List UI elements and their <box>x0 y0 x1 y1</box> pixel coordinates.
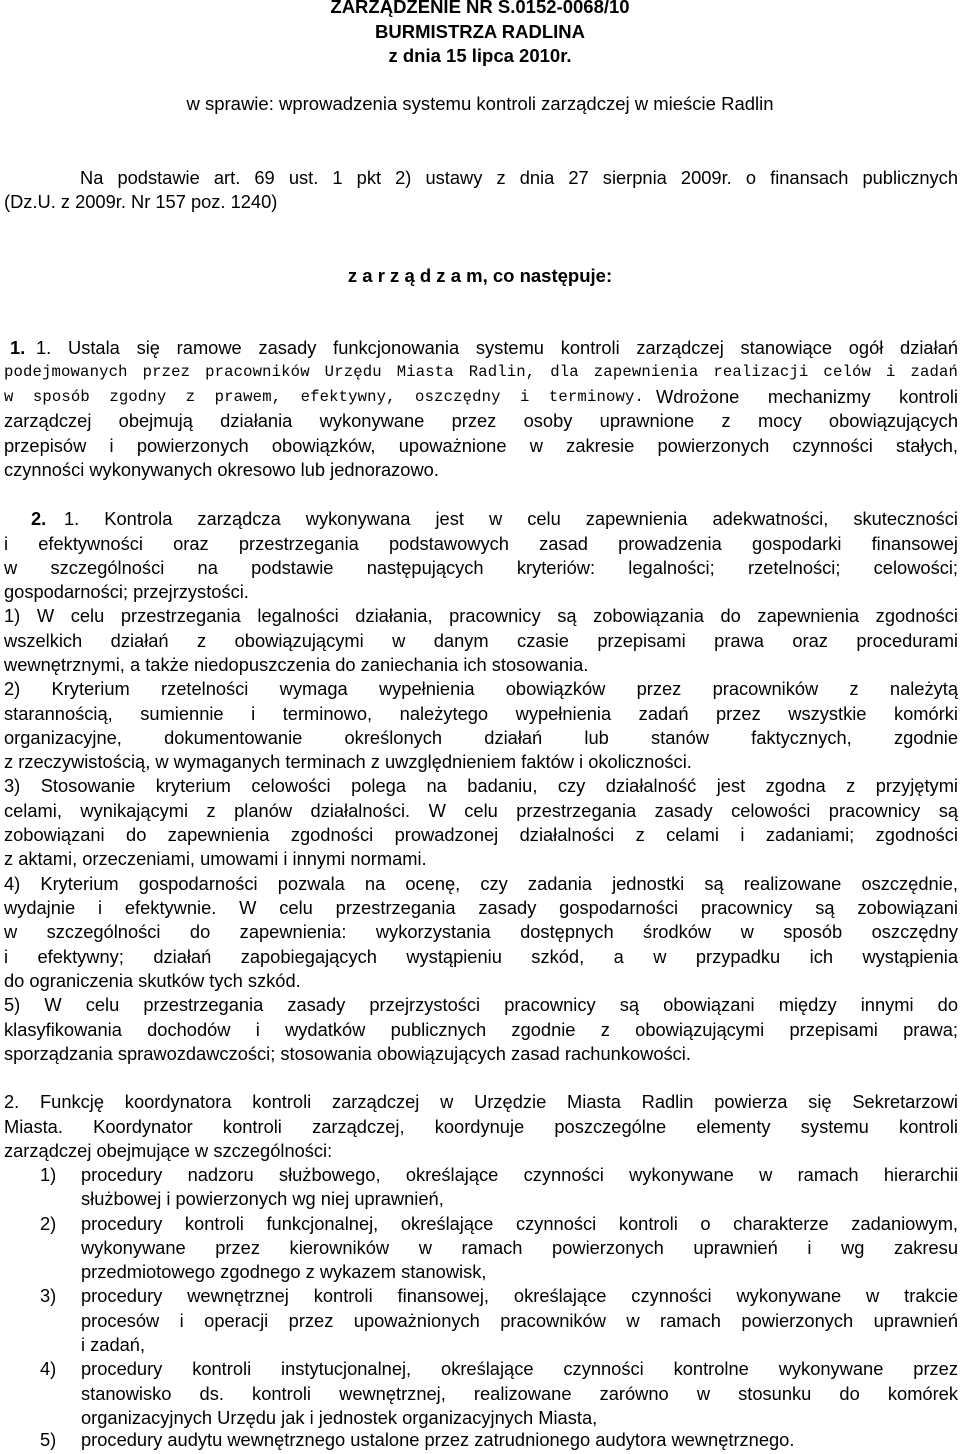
section-2-line: klasyfikowania dochodów i wydatków publicznych zgodnie z obowiązującymi przepisami prawa; <box>4 1019 958 1040</box>
list-item-line: procesów i operacji przez upoważnionych pracowników w ramach powierzonych uprawnień <box>81 1310 958 1331</box>
list-item-number: 2) <box>40 1213 57 1234</box>
list-item-line: procedury kontroli funkcjonalnej, określające czynności kontroli o charakterze zadaniowym, <box>81 1213 958 1234</box>
list-item-line: procedury nadzoru służbowego, określające czynności wykonywane w ramach hierarchii <box>81 1164 958 1185</box>
section-2-line: wewnętrznymi, a także niedopuszczenia do zaniechania ich stosowania. <box>4 654 589 675</box>
section-2-line: 3) Stosowanie kryterium celowości polega na badaniu, czy działalność jest zgodna z przyjętymi <box>4 775 958 796</box>
list-item-number: 4) <box>40 1358 57 1379</box>
list-item-line: procedury audytu wewnętrznego ustalone przez zatrudnionego audytora wewnętrznego. <box>81 1429 795 1450</box>
section-2-line: do ograniczenia skutków tych szkód. <box>4 970 301 991</box>
list-item-line: procedury kontroli instytucjonalnej, określające czynności kontrolne wykonywane przez <box>81 1358 958 1379</box>
decree-heading: z a r z ą d z a m, co następuje: <box>347 265 613 286</box>
section-2-line: i efektywności oraz przestrzegania podstawowych zasad prowadzenia gospodarki finansowej <box>4 533 958 554</box>
list-item-line: stanowisko ds. kontroli wewnętrznej, realizowane zarówno w stosunku do komórek <box>81 1383 958 1404</box>
section-1-line: 1. Ustala się ramowe zasady funkcjonowania systemu kontroli zarządczej stanowiące ogół działań <box>36 337 958 358</box>
section-1-number: 1. <box>10 337 26 358</box>
legal-basis-line1: Na podstawie art. 69 ust. 1 pkt 2) ustawy z dnia 27 sierpnia 2009r. o finansach publicznych <box>80 167 958 188</box>
list-item-number: 1) <box>40 1164 57 1185</box>
section-2-line: 5) W celu przestrzegania zasady przejrzystości pracownicy są obowiązani między innymi do <box>4 994 958 1015</box>
list-item-number: 3) <box>40 1285 57 1306</box>
section-2-line: z rzeczywistością, w wymaganych terminach z uwzględnieniem faktów i okoliczności. <box>4 751 692 772</box>
section-2-line: organizacyjne, dokumentowanie określonych działań lub stanów faktycznych, zgodnie <box>4 727 958 748</box>
list-item-line: służbowej i powierzonych wg niej uprawnień, <box>81 1188 444 1209</box>
section-2-line: gospodarności; przejrzystości. <box>4 581 249 602</box>
section-1-line: Wdrożone mechanizmy kontroli <box>656 386 958 407</box>
section-1-line: czynności wykonywanych okresowo lub jednorazowo. <box>4 459 439 480</box>
section-2-line: sporządzania sprawozdawczości; stosowania obowiązujących zasad rachunkowości. <box>4 1043 691 1064</box>
document-subject: w sprawie: wprowadzenia systemu kontroli zarządczej w mieście Radlin <box>186 93 774 114</box>
section-2-line: 1) W celu przestrzegania legalności działania, pracownicy są zobowiązania do zapewnienia zgodności <box>4 605 958 626</box>
document-title-line2: BURMISTRZA RADLINA <box>375 21 585 42</box>
section-2-2-line: 2. Funkcję koordynatora kontroli zarządczej w Urzędzie Miasta Radlin powierza się Sekretarzowi <box>4 1091 958 1112</box>
section-2-2-line: Miasta. Koordynator kontroli zarządczej, koordynuje poszczególne elementy systemu kontroli <box>4 1116 958 1137</box>
section-2-line: w szczególności do zapewnienia: wykorzystania dostępnych środków w sposób oszczędny <box>4 921 958 942</box>
list-item-line: przedmiotowego zgodnego z wykazem stanowisk, <box>81 1261 487 1282</box>
section-1-line: zarządczej obejmują działania wykonywane przez osoby uprawnione z mocy obowiązujących <box>4 410 958 431</box>
section-2-2-line: zarządczej obejmujące w szczególności: <box>4 1140 333 1161</box>
legal-basis-line2: (Dz.U. z 2009r. Nr 157 poz. 1240) <box>4 191 278 212</box>
section-2-line: 4) Kryterium gospodarności pozwala na ocenę, czy zadania jednostki są realizowane oszczędnie, <box>4 873 958 894</box>
section-2-line: z aktami, orzeczeniami, umowami i innymi normami. <box>4 848 427 869</box>
section-2-line: wydajnie i efektywnie. W celu przestrzegania zasady gospodarności pracownicy są zobowiązani <box>4 897 958 918</box>
document-date: z dnia 15 lipca 2010r. <box>388 45 572 66</box>
section-1-line: w sposób zgodny z prawem, efektywny, oszczędny i terminowy. <box>4 388 644 406</box>
section-1-line: podejmowanych przez pracowników Urzędu Miasta Radlin, dla zapewnienia realizacji celów i zadań <box>4 363 958 381</box>
list-item-number: 5) <box>40 1429 57 1450</box>
section-1-line: przepisów i powierzonych obowiązków, upoważnione w zakresie powierzonych czynności stałych, <box>4 435 958 456</box>
list-item-line: organizacyjnych Urzędu jak i jednostek organizacyjnych Miasta, <box>81 1407 598 1428</box>
section-2-line: 2) Kryterium rzetelności wymaga wypełnienia obowiązków przez pracowników z należytą <box>4 678 958 699</box>
section-2-number: 2. <box>31 508 47 529</box>
list-item-line: wykonywane przez kierowników w ramach powierzonych uprawnień i wg zakresu <box>81 1237 958 1258</box>
list-item-line: i zadań, <box>81 1334 146 1355</box>
section-2-line: i efektywny; działań zapobiegających wystąpieniu szkód, a w przypadku ich wystąpienia <box>4 946 958 967</box>
list-item-line: procedury wewnętrznej kontroli finansowej, określające czynności wykonywane w trakcie <box>81 1285 958 1306</box>
document-title-line1: ZARZĄDZENIE NR S.0152-0068/10 <box>330 0 630 17</box>
section-2-line: 1. Kontrola zarządcza wykonywana jest w celu zapewnienia adekwatności, skuteczności <box>64 508 958 529</box>
section-2-line: zobowiązani do zapewnienia zgodności prowadzonej działalności z celami i zadaniami; zgodności <box>4 824 958 845</box>
section-2-line: starannością, sumiennie i terminowo, należytego wypełnienia zadań przez wszystkie komórki <box>4 703 958 724</box>
section-2-line: w szczególności na podstawie następujących kryteriów: legalności; rzetelności; celowości; <box>4 557 958 578</box>
section-2-line: celami, wynikającymi z planów działalności. W celu przestrzegania zasady celowości pracownicy są <box>4 800 958 821</box>
section-2-line: wszelkich działań z obowiązującymi w danym czasie przepisami prawa oraz procedurami <box>4 630 958 651</box>
